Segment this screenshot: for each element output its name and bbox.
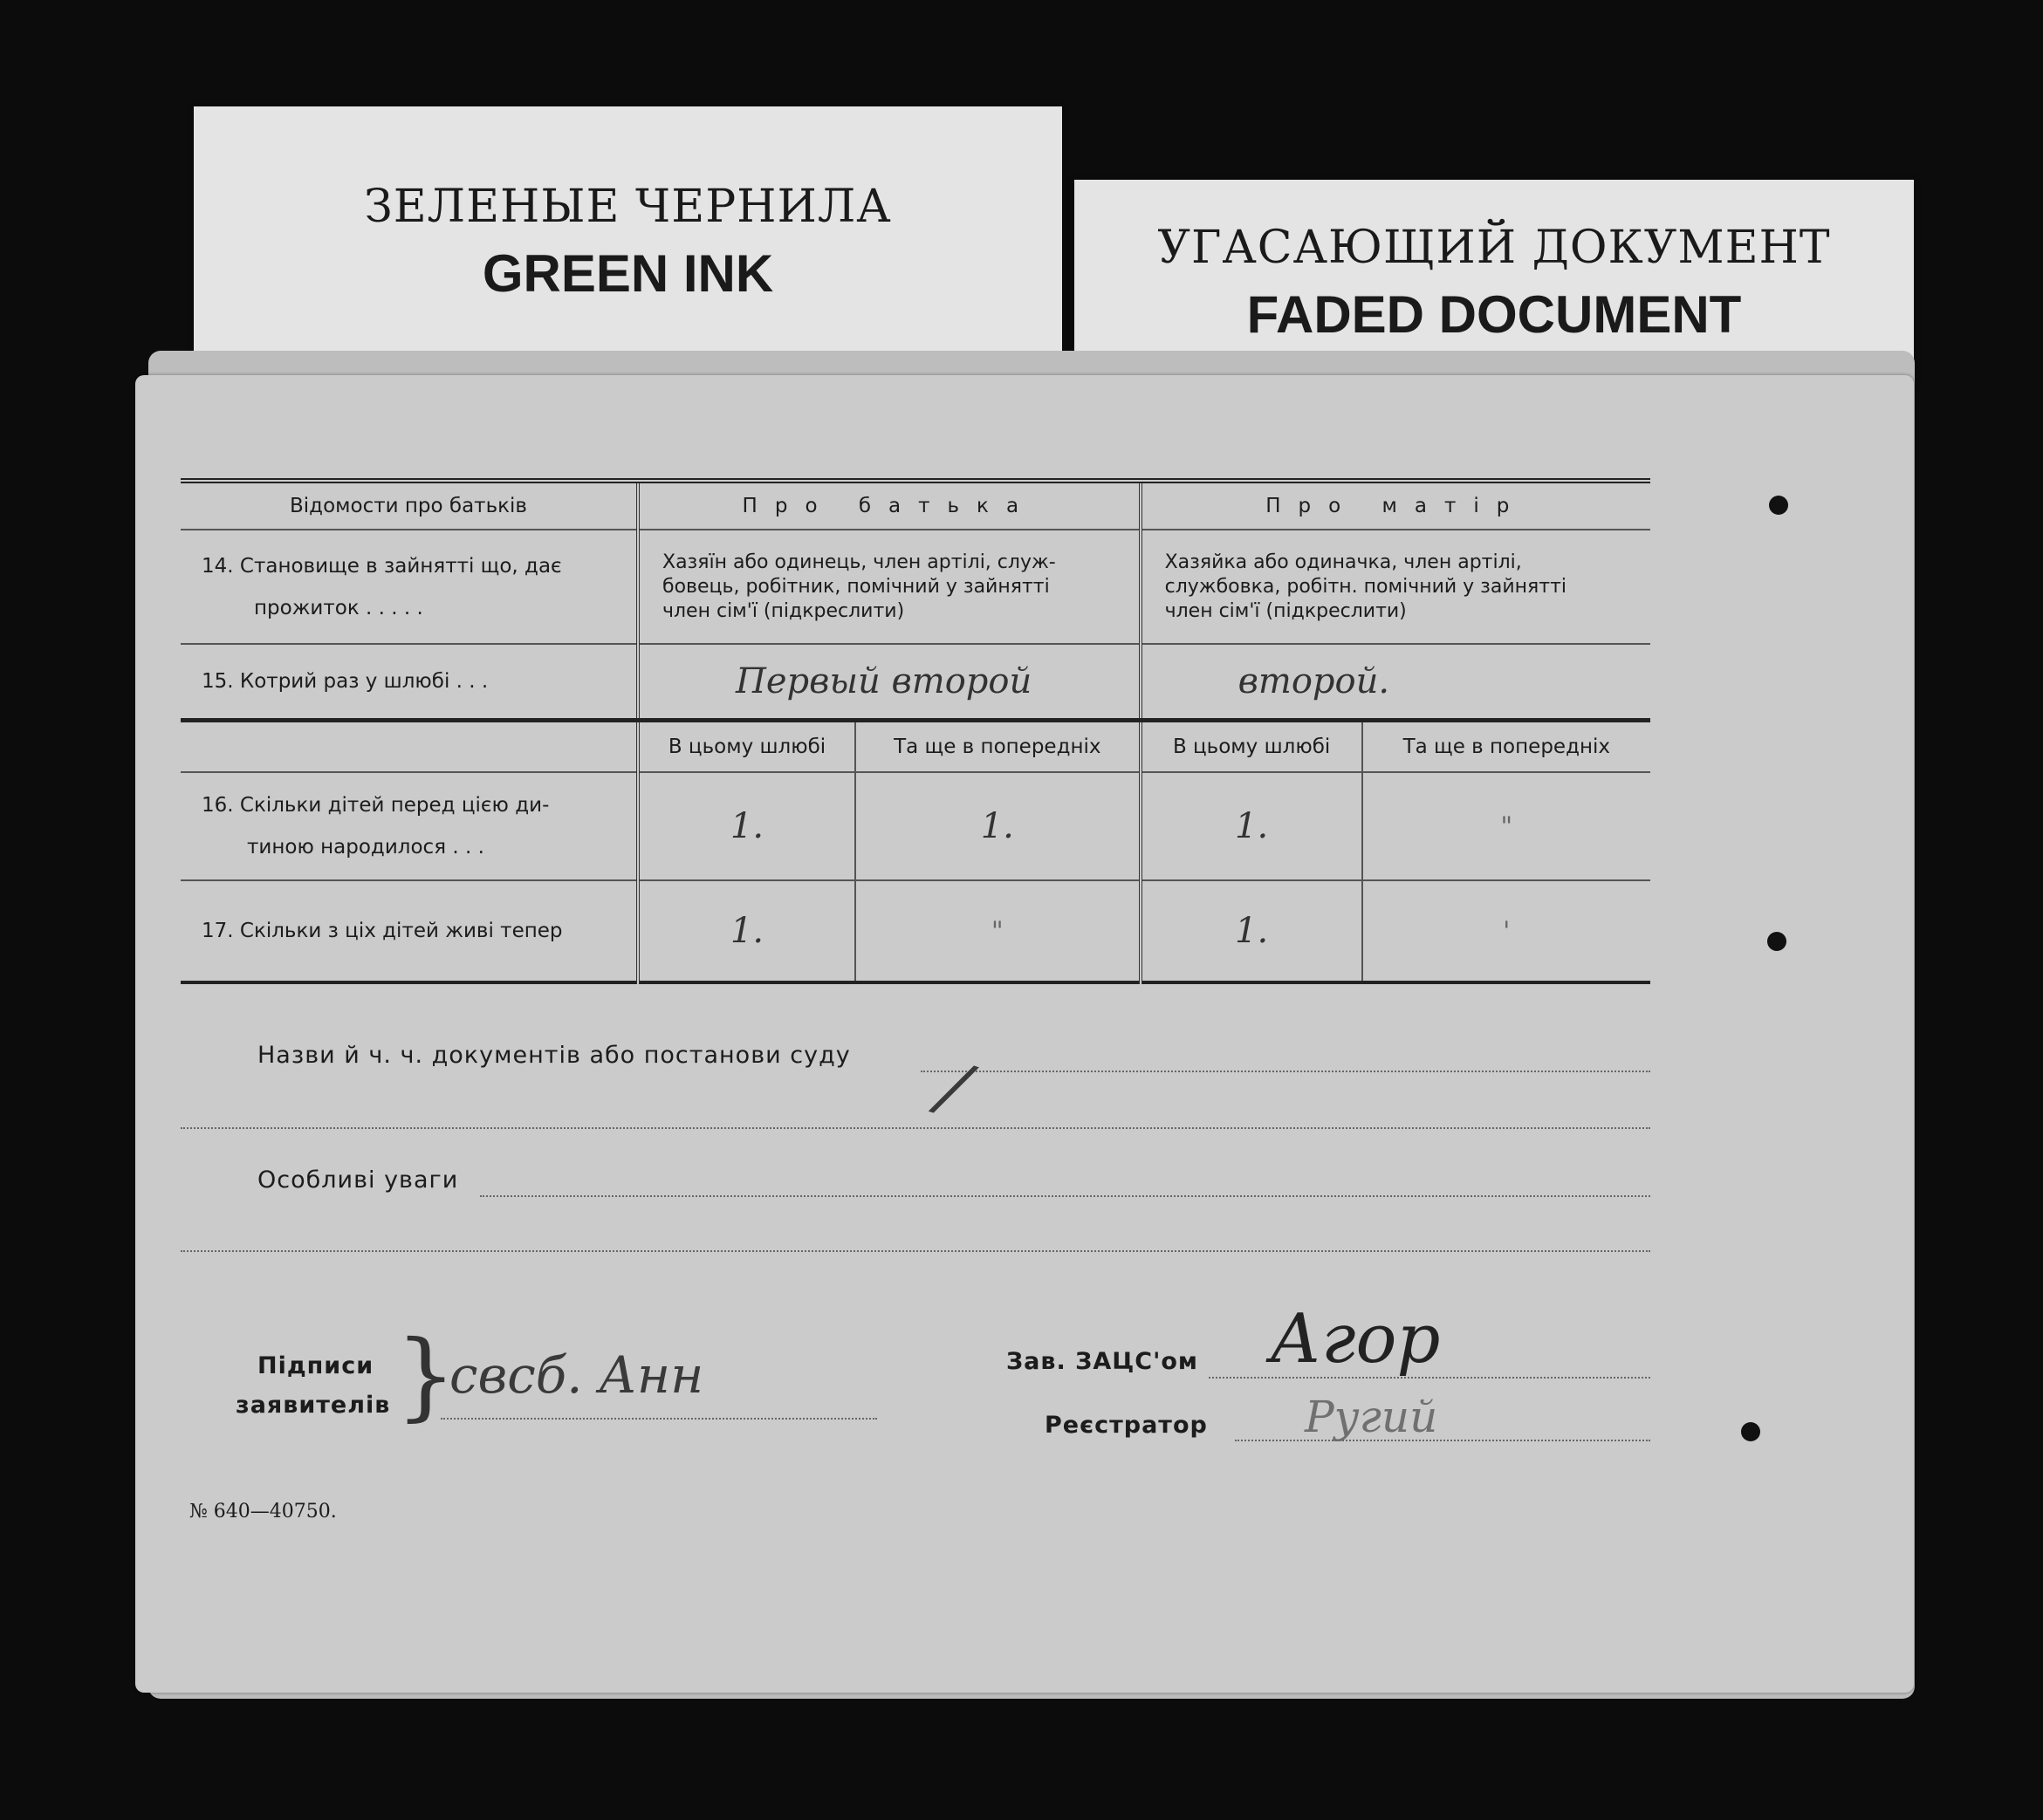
zags-head-signature: Агор xyxy=(1270,1300,1441,1379)
row15-mother-value: второй. xyxy=(1141,644,1650,721)
registrar-label: Реєстратор xyxy=(1045,1412,1208,1439)
green-ink-label-ru: ЗЕЛЕНЫЕ ЧЕРНИЛА xyxy=(364,181,892,233)
faded-document-label-ru: УГАСАЮЩИЙ ДОКУМЕНТ xyxy=(1157,222,1831,274)
faded-document-label-en: FADED DOCUMENT xyxy=(1246,285,1742,344)
documents-line-2 xyxy=(181,1127,1650,1129)
header-mother: Про матір xyxy=(1141,481,1650,530)
applicants-signature: свсб. Анн xyxy=(449,1345,704,1405)
pen-stroke: / xyxy=(930,1045,978,1130)
row16-value: 1. xyxy=(638,772,855,880)
row15-father-value: Первый второй xyxy=(638,644,1141,721)
punch-hole xyxy=(1741,1422,1760,1441)
signatures-label-line2: заявителів xyxy=(236,1392,391,1419)
registry-card xyxy=(135,375,1914,1693)
punch-hole xyxy=(1769,496,1788,515)
zags-head-line xyxy=(1209,1377,1650,1379)
zags-head-label: Зав. ЗАЦС'ом xyxy=(1006,1348,1198,1375)
registrar-signature: Ругий xyxy=(1305,1392,1438,1442)
row14-mother-options: Хазяйка або одиначка, член артілі, службовка, робітн. помічний у зайнятті член сім'ї (підкреслити) xyxy=(1141,530,1650,644)
green-ink-label-en: GREEN INK xyxy=(482,244,774,303)
subheader-father-previous: Та ще в попередніх xyxy=(855,721,1141,773)
header-father: Про батька xyxy=(638,481,1141,530)
table-header-row xyxy=(181,481,1650,530)
header-parents: Відомости про батьків xyxy=(181,481,638,530)
row16-value: " xyxy=(1362,772,1650,880)
parents-info-table xyxy=(181,478,1650,984)
punch-hole xyxy=(1767,932,1786,951)
row17-value: ' xyxy=(1503,915,1511,947)
documents-label: Назви й ч. ч. документів або постанови суду xyxy=(257,1042,851,1069)
signatures-brace: } xyxy=(395,1319,456,1431)
notes-line-2 xyxy=(181,1250,1650,1252)
table-row xyxy=(181,772,1650,880)
table-subheader-row xyxy=(181,721,1650,773)
row14-father-options: Хазяїн або одинець, член артілі, служ- бовець, робітник, помічний у зайнятті член сім'ї (підкреслити) xyxy=(638,530,1141,644)
table-row xyxy=(181,880,1650,982)
form-number: № 640—40750. xyxy=(189,1501,337,1522)
table-row xyxy=(181,530,1650,644)
row17-value: 1. xyxy=(638,880,855,982)
documents-line xyxy=(921,1071,1650,1072)
registrar-line xyxy=(1235,1440,1650,1441)
notes-line xyxy=(480,1195,1650,1197)
subheader-mother-previous: Та ще в попередніх xyxy=(1362,721,1650,773)
row16-value: 1. xyxy=(1141,772,1362,880)
row16-value: 1. xyxy=(855,772,1141,880)
signatures-label-line1: Підписи xyxy=(257,1352,374,1379)
notes-label: Особливі уваги xyxy=(257,1167,459,1194)
subheader-father-this: В цьому шлюбі xyxy=(638,721,855,773)
row17-label: 17. Скільки з ціх дітей живі тепер xyxy=(181,880,638,982)
subheader-mother-this: В цьому шлюбі xyxy=(1141,721,1362,773)
row14-label: 14. Становище в зайнятті що, дає прожиток . . . . . xyxy=(181,530,638,644)
table-row xyxy=(181,644,1650,721)
row16-label: 16. Скільки дітей перед цією ди- тиною народилося . . . xyxy=(181,772,638,880)
row15-label: 15. Котрий раз у шлюбі . . . xyxy=(181,644,638,721)
green-ink-label-card xyxy=(194,106,1062,368)
row17-value: 1. xyxy=(1141,880,1362,982)
row17-value: " xyxy=(855,880,1141,982)
signatures-line xyxy=(441,1418,877,1420)
